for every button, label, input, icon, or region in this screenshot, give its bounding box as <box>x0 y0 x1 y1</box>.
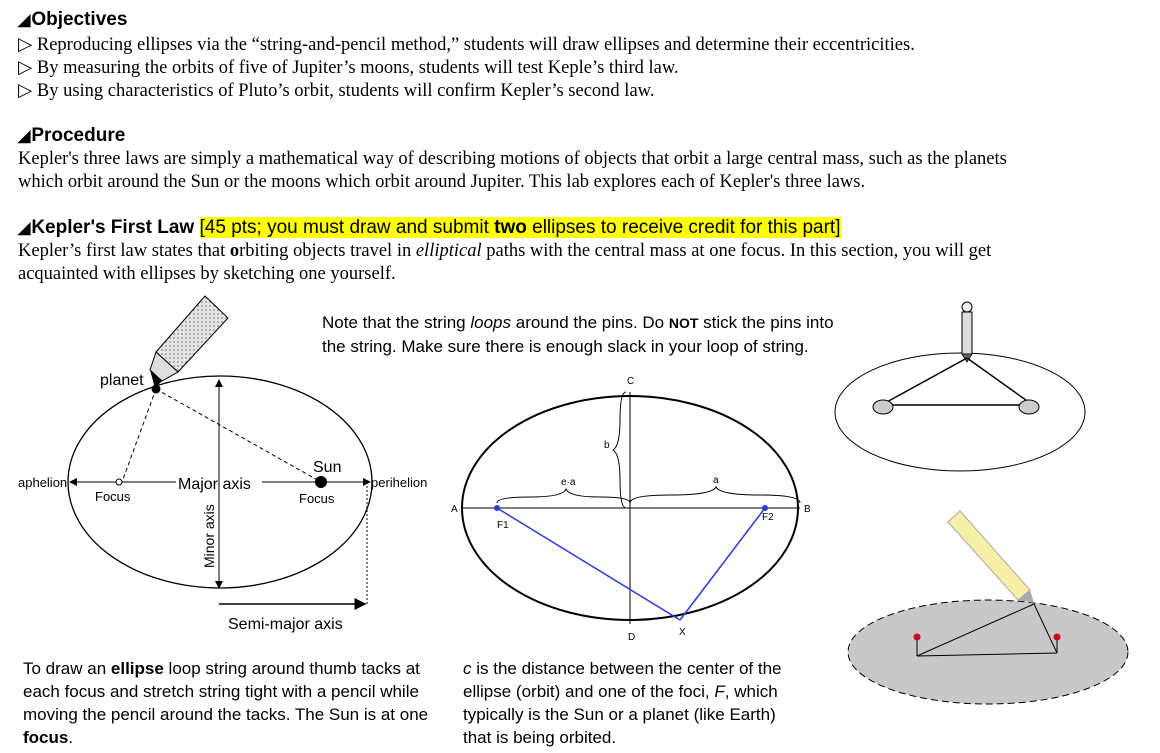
objective-text-2: By measuring the orbits of five of Jupiter’s moons, students will test Keple’s third law. <box>36 58 679 78</box>
left-tack-icon <box>873 400 893 414</box>
minor-axis-label: Minor axis <box>201 504 217 568</box>
string-f2-x <box>680 508 765 620</box>
note-text-b: around the pins. Do <box>511 313 669 332</box>
first-law-heading-text: Kepler's First Law <box>31 217 195 238</box>
grey-board <box>848 600 1128 704</box>
label-b-point: B <box>804 504 811 515</box>
label-x-point: X <box>679 627 686 638</box>
pencil-icon <box>150 296 228 388</box>
caption-left-period: . <box>68 728 74 747</box>
note-bold: NOT <box>668 315 699 331</box>
brace-a <box>630 487 800 503</box>
note-text-c: stick the pins into <box>698 313 834 332</box>
label-f1: F1 <box>497 520 509 531</box>
caption-left-bold-focus: focus <box>23 728 69 747</box>
label-ea: e·a <box>561 477 576 488</box>
semi-major-label: Semi-major axis <box>228 616 343 633</box>
objective-item-1: ▷ Reproducing ellipses via the “string-and-pencil method,” students will draw ellipses and determine their eccentricities. <box>18 35 915 55</box>
first-law-text-a: Kepler’s first law states that <box>18 241 230 261</box>
label-a-point: A <box>451 504 458 515</box>
highlight-text-a: [45 pts; you must draw and submit <box>199 217 495 238</box>
right-pin-icon <box>1054 634 1061 641</box>
procedure-line-2: which orbit around the Sun or the moons which orbit around Jupiter. This lab explores each of Kepler's three laws. <box>18 172 866 192</box>
brace-ea <box>497 489 630 503</box>
brace-b <box>613 392 626 508</box>
objective-item-2: ▷ By measuring the orbits of five of Jupiter’s moons, students will test Keple’s third law. <box>18 58 679 78</box>
first-law-bold: o <box>229 241 240 261</box>
caption-right-italic-f: F <box>714 682 725 701</box>
triangle-bullet-icon: ◢ <box>18 12 31 29</box>
caption-left-line-2: each focus and stretch string tight with a pencil while <box>23 682 419 701</box>
first-law-text-c: paths with the central mass at one focus. In this section, you will get <box>481 241 992 261</box>
caption-right-text-2: ellipse (orbit) and one of the foci, <box>463 682 715 701</box>
perihelion-label: perihelion <box>371 475 428 490</box>
board-ellipse <box>835 353 1085 471</box>
caption-right-text-2b: , which <box>724 682 778 701</box>
sun-label: Sun <box>313 459 342 476</box>
aphelion-label: aphelion <box>18 475 68 490</box>
objective-text-1: Reproducing ellipses via the “string-and-pencil method,” students will draw ellipses and determine their eccentricities. <box>36 35 915 55</box>
objective-text-3: By using characteristics of Pluto’s orbit, students will confirm Kepler’s second law. <box>36 81 655 101</box>
procedure-line-1: Kepler's three laws are simply a mathematical way of describing motions of objects that orbit a large central mass, such as the planets <box>18 149 1007 169</box>
right-focus-label: Focus <box>299 491 335 506</box>
triangle-bullet-icon: ◢ <box>18 128 31 145</box>
tack-apparatus-illustration <box>835 302 1085 471</box>
left-ellipse-diagram <box>18 296 427 633</box>
left-pin-icon <box>914 634 921 641</box>
triangle-bullet-icon: ◢ <box>18 220 31 237</box>
left-focus-label: Focus <box>95 489 131 504</box>
yellow-pencil-icon <box>942 511 1034 603</box>
label-d-point: D <box>628 632 636 643</box>
procedure-heading-text: Procedure <box>31 125 126 146</box>
left-focus-mark <box>116 479 122 485</box>
note-italic: loops <box>470 313 512 332</box>
first-law-italic: elliptical <box>415 241 482 261</box>
caption-left-line-3: moving the pencil around the tacks. The Sun is at one <box>23 705 429 724</box>
caption-right-italic-c: c <box>463 659 472 678</box>
caption-left-text-b: loop string around thumb tacks at <box>163 659 420 678</box>
objective-item-3: ▷ By using characteristics of Pluto’s orbit, students will confirm Kepler’s second law. <box>18 81 655 101</box>
first-law-line-2: acquainted with ellipses by sketching one yourself. <box>18 264 396 284</box>
right-tack-icon <box>1019 400 1039 414</box>
string-f1-x <box>497 508 680 620</box>
sun-dot <box>315 476 327 488</box>
pencil-board-illustration <box>848 511 1128 704</box>
pin-head-icon <box>962 302 972 312</box>
highlight-text-b: ellipses to receive credit for this part] <box>526 217 841 238</box>
label-c-point: C <box>627 376 635 387</box>
major-axis-label: Major axis <box>178 476 251 493</box>
middle-ellipse-diagram <box>451 376 811 643</box>
caption-left-bold: ellipse <box>110 659 164 678</box>
caption-left-text-a: To draw an <box>23 659 111 678</box>
label-b: b <box>604 440 610 451</box>
caption-right-line-4: that is being orbited. <box>463 728 617 747</box>
caption-right-text-1: is the distance between the center of the <box>471 659 782 678</box>
caption-right-line-3: typically is the Sun or a planet (like Earth) <box>463 705 776 724</box>
label-a: a <box>713 475 719 486</box>
note-text-a: Note that the string <box>322 313 471 332</box>
first-law-text-b: rbiting objects travel in <box>239 241 416 261</box>
string-note-line-2: the string. Make sure there is enough slack in your loop of string. <box>322 337 809 356</box>
objectives-heading-text: Objectives <box>31 9 128 30</box>
planet-label: planet <box>100 372 144 389</box>
label-f2: F2 <box>762 512 774 523</box>
highlight-bold: two <box>494 217 527 238</box>
